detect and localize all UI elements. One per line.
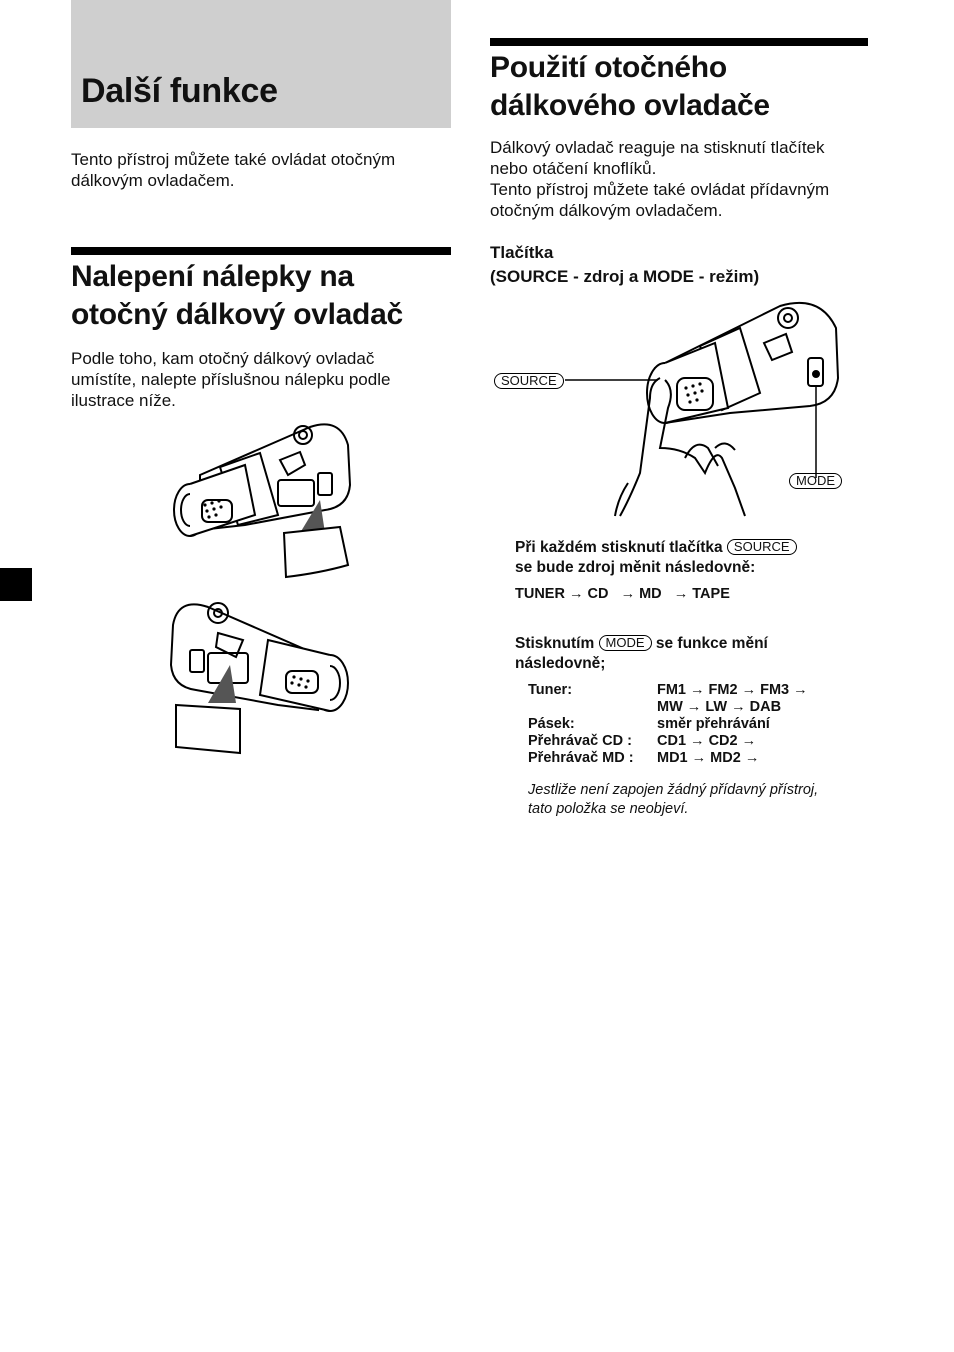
right-paragraph — [490, 137, 890, 221]
seq-item-tape: TAPE — [692, 586, 730, 602]
mode-text-a: Stisknutím — [515, 635, 595, 652]
mode-row-label: Pásek: — [528, 716, 575, 732]
source-description — [515, 538, 915, 578]
mode-row-label: Tuner: — [528, 682, 573, 698]
remote-sticker-illustration-bottom — [168, 595, 358, 755]
seq-arrow-1: → — [568, 586, 584, 602]
section-text-line-1: Podle toho, kam otočný dálkový ovladač — [71, 349, 375, 368]
section-paragraph-left — [71, 348, 451, 411]
intro-line-1: Tento přístroj můžete také ovládat otočným — [71, 150, 396, 169]
mode-row-value: CD1 → CD2 → — [657, 733, 757, 749]
section-heading-left — [71, 258, 461, 334]
mode-row-value: FM1 → FM2 → FM3 → — [657, 682, 808, 698]
section-heading-right — [490, 49, 880, 125]
subheading-line-1: Tlačítka — [490, 243, 554, 262]
right-title-line-2: dálkového ovladače — [490, 89, 770, 122]
source-button-label: SOURCE — [727, 539, 797, 555]
seq-item-tuner: TUNER — [515, 586, 565, 602]
buttons-subheading — [490, 241, 890, 289]
seq-item-md: MD — [639, 586, 662, 602]
mode-row — [528, 750, 808, 767]
mode-callout — [789, 473, 842, 491]
mode-row — [528, 716, 808, 733]
mode-row-label: Přehrávač MD : — [528, 750, 634, 766]
section-text-line-2: umístíte, nalepte příslušnou nálepku podle — [71, 370, 391, 389]
intro-paragraph — [71, 149, 451, 191]
mode-row — [528, 733, 808, 750]
subheading-line-2: (SOURCE - zdroj a MODE - režim) — [490, 267, 760, 286]
mode-description — [515, 634, 915, 674]
section-title-line-2: otočný dálkový ovladač — [71, 298, 403, 331]
section-rule-left — [71, 247, 451, 255]
remote-sticker-illustration-top — [160, 415, 360, 580]
section-rule-right — [490, 38, 868, 46]
section-title-line-1: Nalepení nálepky na — [71, 260, 354, 293]
section-text-line-3: ilustrace níže. — [71, 391, 176, 410]
right-p2-line-1: Tento přístroj můžete také ovládat přídavným — [490, 180, 830, 199]
intro-line-2: dálkovým ovladačem. — [71, 171, 235, 190]
note-line-1: Jestliže není zapojen žádný přídavný přístroj, — [528, 782, 819, 798]
source-callout-label: SOURCE — [494, 373, 564, 389]
mode-row — [528, 682, 808, 699]
mode-button-label: MODE — [599, 635, 652, 651]
source-sequence — [515, 586, 730, 602]
page-title: Další funkce — [81, 72, 278, 110]
title-box — [71, 0, 451, 128]
mode-callout-label: MODE — [789, 473, 842, 489]
mode-row-label: Přehrávač CD : — [528, 733, 632, 749]
source-callout — [494, 373, 564, 391]
mode-note — [528, 781, 908, 819]
mode-table — [528, 682, 808, 767]
mode-row-value: MD1 → MD2 → — [657, 750, 760, 766]
mode-text-b: se funkce mění — [655, 635, 768, 652]
mode-text-c: následovně; — [515, 655, 606, 672]
right-p1-line-2: nebo otáčení knoflíků. — [490, 159, 657, 178]
mode-row — [528, 699, 808, 716]
seq-arrow-2: → — [620, 586, 636, 602]
chapter-tab — [0, 568, 32, 601]
mode-row-value: směr přehrávání — [657, 716, 770, 732]
source-text-a: Při každém stisknutí tlačítka — [515, 539, 723, 556]
seq-item-cd: CD — [587, 586, 609, 602]
source-text-b: se bude zdroj měnit následovně: — [515, 559, 756, 576]
right-title-line-1: Použití otočného — [490, 51, 727, 84]
seq-arrow-3: → — [673, 586, 689, 602]
mode-row-label — [528, 699, 657, 716]
mode-row-value: MW → LW → DAB — [657, 699, 782, 715]
right-p2-line-2: otočným dálkovým ovladačem. — [490, 201, 723, 220]
note-line-2: tato položka se neobjeví. — [528, 801, 689, 817]
right-p1-line-1: Dálkový ovladač reaguje na stisknutí tlačítek — [490, 138, 825, 157]
